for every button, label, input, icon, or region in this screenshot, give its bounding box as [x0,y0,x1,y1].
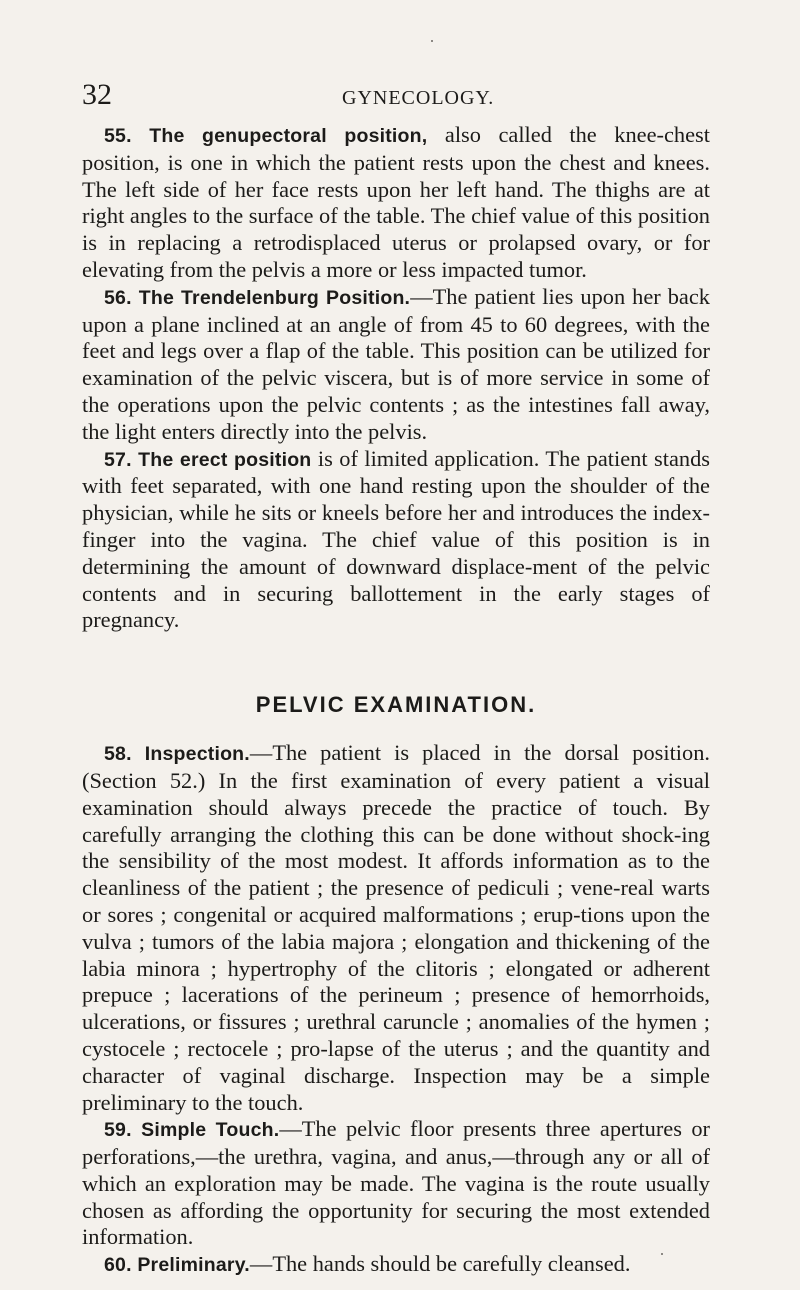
paragraph-text: —The patient lies upon her back upon a plane inclined at an angle of from 45 to 60 degrees, with the feet and legs over a flap of the table. This position can be utilized for examination of the pelvic viscera, but is of more service in some of the operations upon the pelvic contents ; as the intestines fall away, the light enters directly into the pelvis. [82,283,710,444]
paragraph-text: —The pelvic floor presents three apertures or perforations,—the urethra, vagina, and anus,—through any or all of which an exploration may be made. The vagina is the route usually chosen as affording the opportunity for securing the most extended information. [82,1116,710,1250]
section-number: 55. [104,125,132,147]
paragraph-59 [82,1116,710,1251]
running-head: GYNECOLOGY. [342,87,495,109]
paragraph-lead: The erect position [138,448,312,471]
paragraph-55 [82,122,710,284]
section-number: 57. [104,448,132,471]
paragraph-60 [82,1251,710,1279]
paragraph-text: —The patient is placed in the dorsal position. (Section 52.) In the first examination of every patient a visual examination should always precede the practice of touch. By carefully arranging the clothing this can be done without shock-ing the sensibility of the most modest. It affords information as to the cleanliness of the patient ; the presence of pediculi ; vene-real warts or sores ; congenital or acquired malformations ; erup-tions upon the vulva ; tumors of the labia majora ; elongation and thickening of the labia minora ; hypertrophy of the clitoris ; elongated or adherent prepuce ; lacerations of the perineum ; presence of hemorrhoids, ulcerations, or fissures ; urethral caruncle ; anomalies of the hymen ; cystocele ; rectocele ; pro-lapse of the uterus ; and the quantity and character of vaginal discharge. Inspection may be a simple preliminary to the touch. [82,740,710,1115]
section-number: 60. [104,1254,132,1277]
paragraph-text: is of limited application. The patient stands with feet separated, with one hand resting upon the shoulder of the physician, while he sits or kneels before her and introduces the index-finger into the vagina. The chief value of this position is in determining the amount of downward displace-ment of the pelvic contents and in securing ballottement in the early stages of pregnancy. [82,445,710,633]
section-number: 59. [104,1119,132,1142]
paragraph-56 [82,284,710,446]
body-text [82,122,710,1279]
print-speck [431,40,433,42]
paragraph-lead: Inspection. [144,743,250,766]
paragraph-lead: The genupectoral position, [149,125,428,147]
paragraph-lead: The Trendelenburg Position. [138,286,411,309]
paragraph-58 [82,740,710,1116]
section-heading: PELVIC EXAMINATION. [255,692,537,718]
paragraph-lead: Simple Touch. [141,1119,280,1142]
paragraph-57 [82,446,710,635]
section-number: 56. [104,286,132,309]
print-speck [661,1253,663,1255]
paragraph-text: —The hands should be carefully cleansed. [249,1251,631,1277]
section-number: 58. [104,743,132,766]
page-number: 32 [82,78,112,111]
paragraph-lead: Preliminary. [137,1254,250,1277]
page-header [82,78,712,112]
paragraph-text: also called the knee-chest position, is one in which the patient rests upon the chest and knees. The left side of her face rests upon her left hand. The thighs are at right angles to the surface of the table. The chief value of this position is in replacing a retrodisplaced uterus or prolapsed ovary, or for elevating from the pelvis a more or less impacted tumor. [82,122,710,282]
